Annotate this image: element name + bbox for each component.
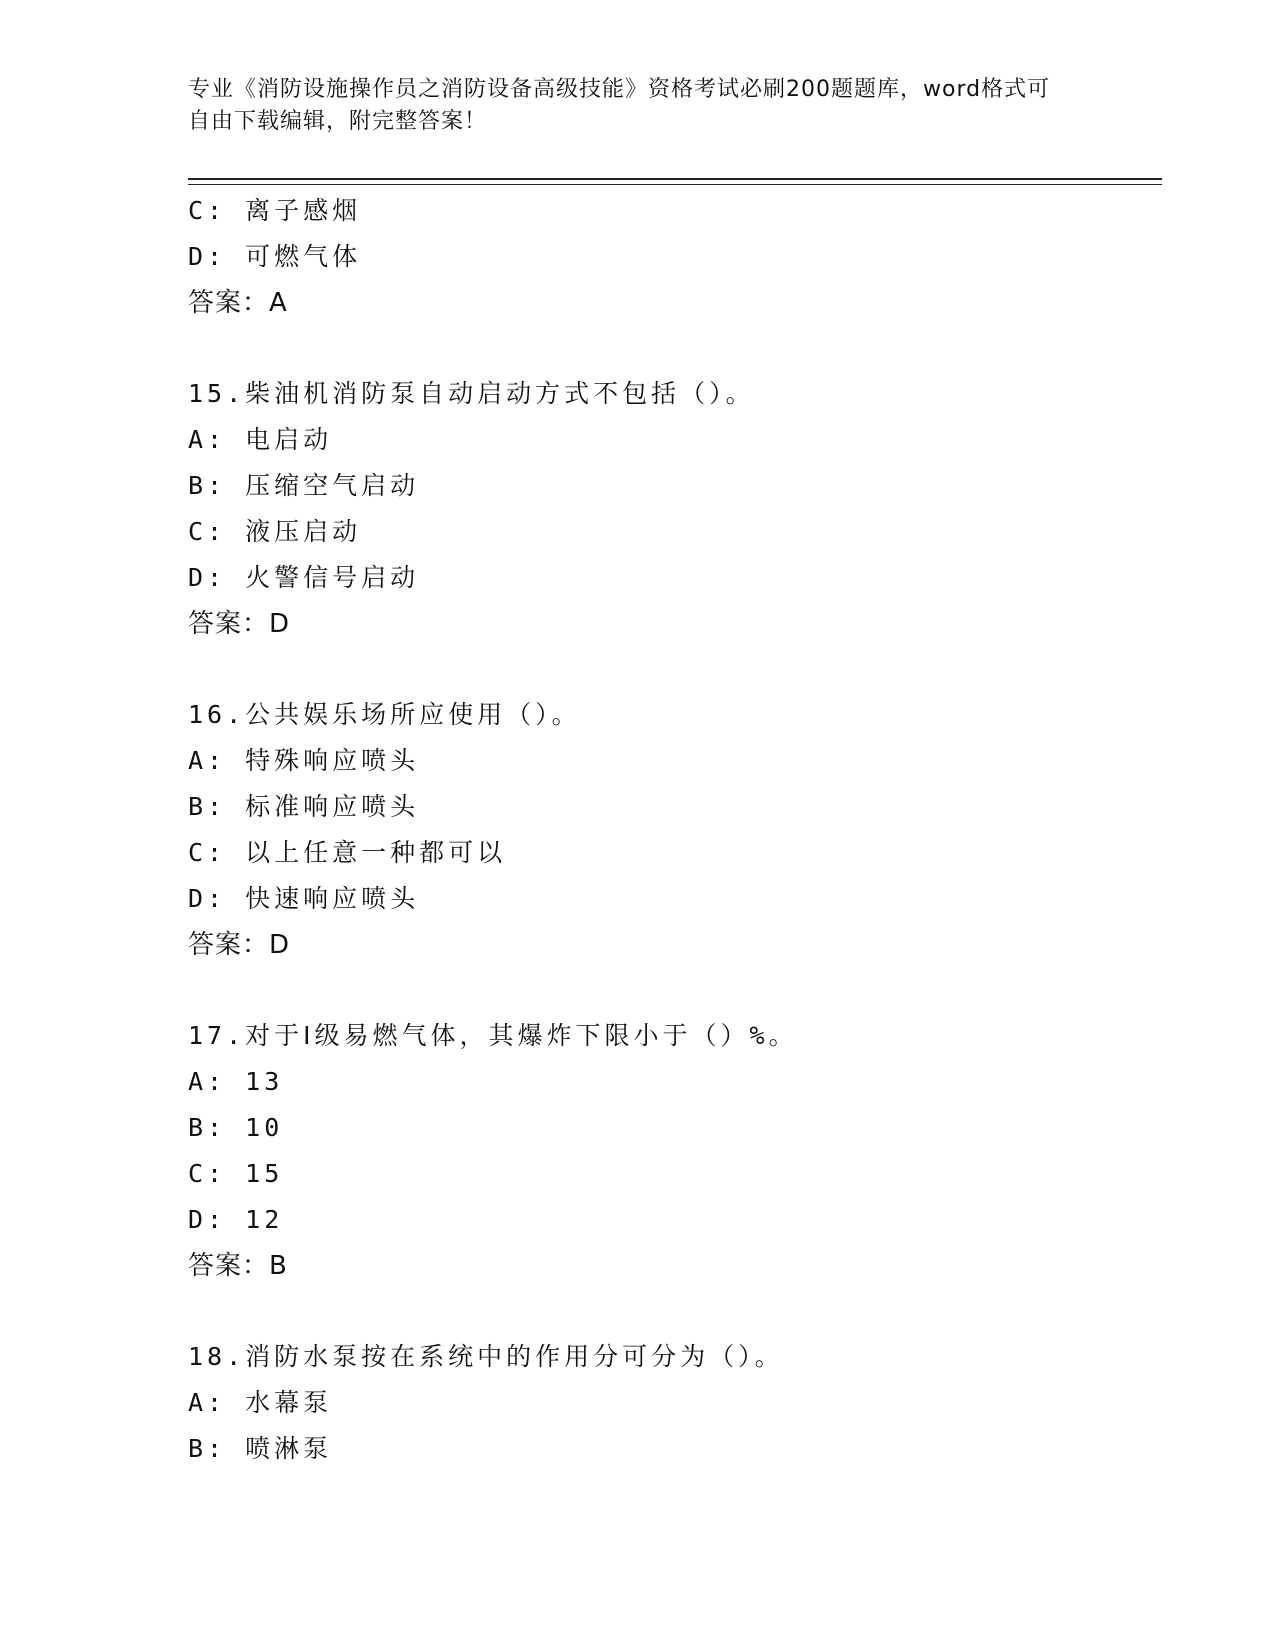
option-text: 离子感烟: [245, 196, 362, 225]
document-title: 专业《消防设施操作员之消防设备高级技能》资格考试必刷200题题库，word格式可自由下载编辑，附完整答案！: [188, 77, 1051, 134]
option-label: D:: [188, 1205, 227, 1234]
option-text: 可燃气体: [245, 242, 362, 271]
option-text: 标准响应喷头: [245, 792, 420, 821]
question-stem: 18.消防水泵按在系统中的作用分可分为（）。: [188, 1342, 784, 1371]
option-text: 液压启动: [245, 517, 362, 546]
option-text: 15: [245, 1159, 284, 1188]
question-15: [188, 371, 1162, 647]
answer-line: 答案：B: [188, 1251, 288, 1281]
answer-line: 答案：A: [188, 288, 288, 318]
question-18: [188, 1334, 1162, 1472]
question-17: [188, 1013, 1162, 1289]
option-a: [188, 1380, 1162, 1426]
option-b: [188, 784, 1162, 830]
document-header: [188, 74, 1068, 138]
question-stem: 15.柴油机消防泵自动启动方式不包括（）。: [188, 379, 755, 408]
option-d: [188, 234, 1162, 280]
option-label: B:: [188, 1113, 227, 1142]
question-partial: [188, 188, 1162, 326]
option-text: 压缩空气启动: [245, 471, 420, 500]
header-divider-thin: [188, 184, 1162, 185]
option-text: 电启动: [245, 425, 333, 454]
option-b: [188, 1105, 1162, 1151]
option-label: B:: [188, 471, 227, 500]
option-label: C:: [188, 838, 227, 867]
option-text: 以上任意一种都可以: [245, 838, 507, 867]
header-divider-thick: [188, 178, 1162, 180]
option-label: D:: [188, 884, 227, 913]
option-a: [188, 417, 1162, 463]
question-stem: 17.对于Ⅰ级易燃气体，其爆炸下限小于（）%。: [188, 1021, 798, 1050]
option-b: [188, 463, 1162, 509]
option-label: A:: [188, 425, 227, 454]
option-label: C:: [188, 1159, 227, 1188]
option-text: 12: [245, 1205, 284, 1234]
answer-line: 答案：D: [188, 930, 291, 960]
option-c: [188, 188, 1162, 234]
option-text: 特殊响应喷头: [245, 746, 420, 775]
question-stem: 16.公共娱乐场所应使用（）。: [188, 700, 581, 729]
option-text: 火警信号启动: [245, 563, 420, 592]
option-label: C:: [188, 196, 227, 225]
option-text: 喷淋泵: [245, 1434, 333, 1463]
option-a: [188, 738, 1162, 784]
option-label: D:: [188, 563, 227, 592]
option-c: [188, 830, 1162, 876]
question-16: [188, 692, 1162, 968]
option-label: C:: [188, 517, 227, 546]
answer-line: 答案：D: [188, 609, 291, 639]
option-c: [188, 509, 1162, 555]
option-text: 水幕泵: [245, 1388, 333, 1417]
option-text: 快速响应喷头: [245, 884, 420, 913]
option-d: [188, 876, 1162, 922]
option-b: [188, 1426, 1162, 1472]
option-a: [188, 1059, 1162, 1105]
option-label: A:: [188, 746, 227, 775]
option-label: D:: [188, 242, 227, 271]
option-label: B:: [188, 1434, 227, 1463]
option-text: 10: [245, 1113, 284, 1142]
option-d: [188, 1197, 1162, 1243]
option-label: B:: [188, 792, 227, 821]
option-c: [188, 1151, 1162, 1197]
option-text: 13: [245, 1067, 284, 1096]
option-label: A:: [188, 1067, 227, 1096]
option-label: A:: [188, 1388, 227, 1417]
option-d: [188, 555, 1162, 601]
question-list: [188, 188, 1162, 1472]
